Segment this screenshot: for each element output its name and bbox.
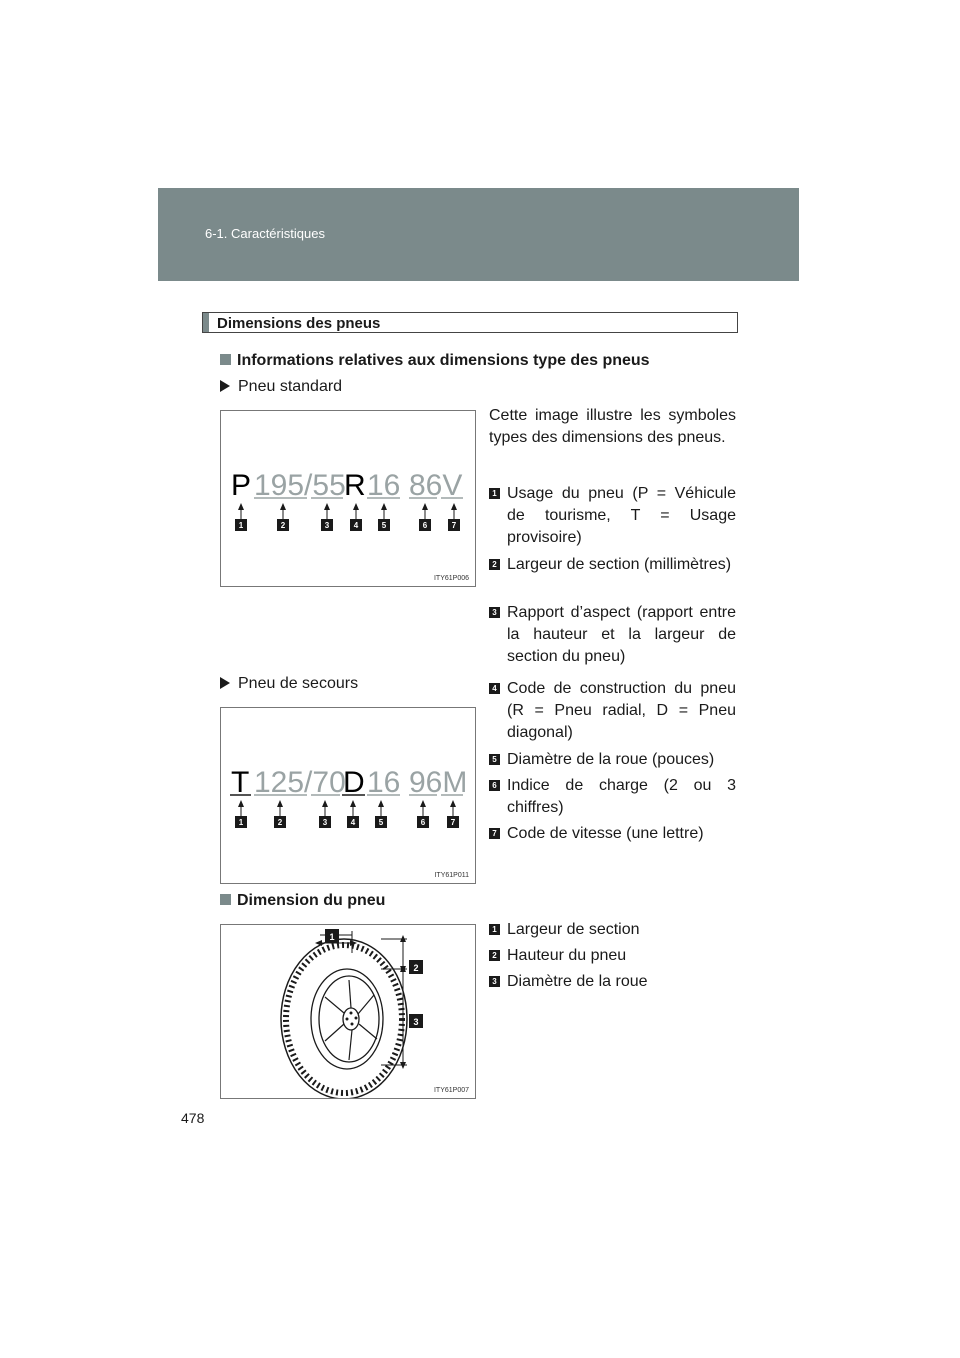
section-title: Dimensions des pneus	[217, 315, 381, 332]
code-part-5: 86V	[409, 469, 463, 502]
callout-6: 6	[420, 818, 426, 827]
legend-item	[489, 483, 736, 549]
dimension-item	[489, 919, 736, 941]
intro-text: Cette image illustre les symboles types des dimensions des pneus.	[489, 407, 736, 446]
figure-tire-dimensions	[220, 924, 476, 1099]
tire-code-diagram-spare	[221, 708, 475, 883]
figure-code: ITY61P011	[434, 872, 469, 879]
variant-spare-text: Pneu de secours	[238, 675, 359, 692]
section-title-box	[202, 312, 738, 333]
code-part-5: 96M	[409, 766, 468, 799]
variant-standard	[220, 378, 342, 396]
variant-standard-text: Pneu standard	[238, 378, 343, 395]
code-part-4: 16	[367, 766, 401, 799]
callout-2: 2	[277, 818, 283, 827]
subheading-dimension-text: Dimension du pneu	[237, 892, 386, 909]
square-bullet-icon	[220, 354, 231, 365]
figure-standard-tire	[220, 410, 476, 587]
callout-3: 3	[322, 818, 328, 827]
tire-code-diagram-standard	[221, 411, 475, 586]
legend-item	[489, 823, 736, 845]
number-badge: 6	[489, 780, 500, 791]
number-badge: 2	[489, 950, 500, 961]
code-part-4: 16	[367, 469, 401, 502]
triangle-bullet-icon	[220, 677, 230, 689]
tire-illustration	[221, 925, 475, 1098]
number-badge: 5	[489, 754, 500, 765]
code-part-2: 125/70	[254, 766, 346, 799]
callout-6: 6	[422, 521, 428, 530]
callout-1: 1	[238, 521, 244, 530]
callout-3: 3	[413, 1017, 419, 1027]
legend-text: Code de vitesse (une lettre)	[507, 825, 704, 842]
triangle-bullet-icon	[220, 380, 230, 392]
legend-item	[489, 749, 736, 771]
figure-code: ITY61P007	[433, 1087, 469, 1094]
callout-3: 3	[324, 521, 330, 530]
variant-spare	[220, 675, 358, 693]
dimension-text: Hauteur du pneu	[507, 947, 627, 964]
callout-2: 2	[280, 521, 286, 530]
figure-spare-tire	[220, 707, 476, 884]
dimension-item	[489, 971, 736, 993]
callout-5: 5	[381, 521, 387, 530]
callout-4: 4	[353, 521, 359, 530]
code-part-3: R	[344, 469, 366, 502]
legend-item	[489, 775, 736, 819]
dimension-text: Largeur de section	[507, 921, 640, 938]
code-part-3: D	[343, 766, 365, 799]
legend-text: Diamètre de la roue (pouces)	[507, 751, 715, 768]
subheading-info-text: Informations relatives aux dimensions type des pneus	[237, 352, 650, 369]
code-part-2: 195/55	[254, 469, 346, 502]
number-badge: 3	[489, 976, 500, 987]
callout-4: 4	[350, 818, 356, 827]
legend-text: Rapport d’aspect (rapport entre la hauteur et la largeur de section du pneu)	[507, 604, 736, 665]
callout-5: 5	[378, 818, 384, 827]
callout-1: 1	[238, 818, 244, 827]
legend-text: Usage du pneu (P = Véhicule de tourisme, T = Usage provisoire)	[507, 485, 736, 546]
callout-2: 2	[413, 963, 419, 973]
header-band	[158, 188, 799, 281]
tire-drawing	[281, 939, 407, 1098]
dimension-text: Diamètre de la roue	[507, 973, 648, 990]
number-badge: 1	[489, 924, 500, 935]
number-badge: 3	[489, 607, 500, 618]
figure-code: ITY61P006	[433, 575, 469, 582]
legend-item	[489, 602, 736, 668]
legend-text: Indice de charge (2 ou 3 chiffres)	[507, 777, 736, 816]
number-badge: 7	[489, 828, 500, 839]
legend-item	[489, 678, 736, 744]
legend-text: Largeur de section (millimètres)	[507, 556, 732, 573]
number-badge: 4	[489, 683, 500, 694]
legend-item	[489, 554, 736, 576]
number-badge: 2	[489, 559, 500, 570]
page-number: 478	[181, 1110, 205, 1126]
subheading-dimension	[220, 892, 385, 910]
section-title-bar	[203, 313, 209, 332]
number-badge: 1	[489, 488, 500, 499]
code-part-1: T	[231, 766, 250, 799]
callout-7: 7	[451, 521, 457, 530]
code-part-1: P	[231, 469, 252, 502]
subheading-info	[220, 352, 650, 370]
chapter-label: 6-1. Caractéristiques	[205, 226, 325, 241]
callout-7: 7	[450, 818, 456, 827]
square-bullet-icon	[220, 894, 231, 905]
legend-text: Code de construction du pneu (R = Pneu radial, D = Pneu diagonal)	[507, 680, 736, 741]
callout-1: 1	[329, 932, 335, 942]
dimension-item	[489, 945, 736, 967]
